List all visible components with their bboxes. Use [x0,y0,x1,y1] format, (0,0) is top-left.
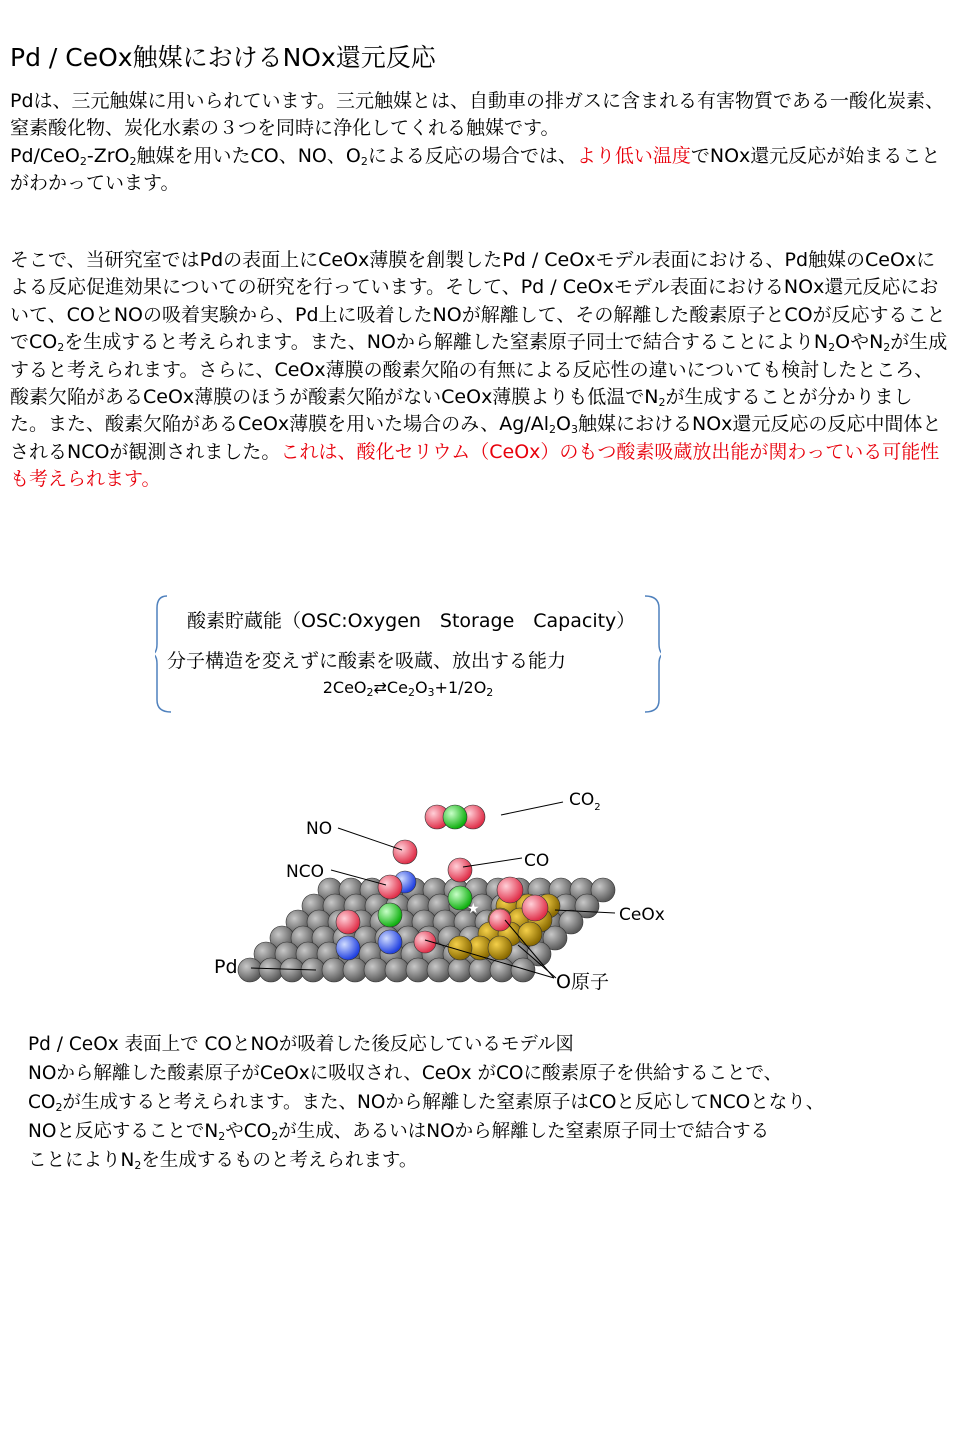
label-co2: $CO_2$ [569,790,601,813]
caption-line: Pd / CeOx 表面上で COとNOが吸着した後反応しているモデル図 [28,1034,574,1055]
caption-text: を生成するものと考えられます。 [141,1150,418,1171]
equation-part: 2CeO [322,678,367,697]
intro-text: Pdは、三元触媒に用いられています。三元触媒とは、自動車の排ガスに含まれる有害物質である一酸化炭素、窒素酸化物、炭化水素の３つを同時に浄化してくれる触媒です。 [10,90,945,140]
osc-heading: 酸素貯蔵能（OSC:Oxygen Storage Capacity） [187,610,636,632]
osc-definition-box [155,594,661,714]
pd-atom [364,958,388,982]
caption-text: ことによりN [28,1150,135,1171]
diagram-caption [28,1030,948,1175]
label-o-atom: O原子 [556,971,609,993]
subscript: 2 [486,686,494,699]
caption-line [28,1117,948,1146]
research-text: が生成することが分かりました。また、酸素欠陥があるCeOx薄膜を用いた場合のみ、Ag/Al [10,386,913,436]
subscript: 3 [427,686,435,699]
reaction-spark-icon: ★ [467,901,480,917]
subscript: 2 [129,154,137,168]
oxygen-atom [448,858,472,882]
oxygen-atom [336,910,360,934]
oxygen-atom [378,875,402,899]
oxygen-atom [393,840,417,864]
oxygen-atom [489,909,511,931]
oxygen-atom [497,877,523,903]
label-ceox: CeOx [619,905,665,925]
subscript: 2 [828,341,836,355]
carbon-atom [378,903,402,927]
intro-text: による反応の場合では、 [367,144,577,167]
research-text: が生成すると考えられます。さらに、CeOx薄膜の酸素欠陥の有無による反応性の違いについても検討したところ、酸素欠陥があるCeOx薄膜のほうが酸素欠陥がないCeOx薄膜よりも低温でN [10,331,948,409]
intro-text: -ZrO [86,144,130,167]
caption-text: やCO [225,1121,272,1142]
subscript: 2 [57,341,65,355]
carbon-atom [443,805,467,829]
emphasis-text: より低い温度 [576,144,691,167]
caption-line: NOから解離した酸素原子がCeOxに吸収され、CeOx がCOに酸素原子を供給することで、 [28,1063,783,1084]
caption-line [28,1146,948,1175]
research-text: O [556,413,572,436]
subscript: 2 [218,1130,226,1143]
subscript: 2 [55,1101,63,1114]
subscript: 2 [883,341,891,355]
intro-text: でNOx還元反応が始まることがわかっています。 [10,144,941,195]
nitrogen-atom [378,930,402,954]
pd-atom [385,958,409,982]
pd-atom [259,958,283,982]
subscript: 2 [658,396,666,410]
label-no: NO [306,819,333,839]
research-text: そこで、当研究室ではPdの表面上にCeOx薄膜を創製したPd / CeOxモデル表面における、Pd触媒のCeOxによる反応促進効果についての研究を行っています。そして、Pd / CeOxモデル表面におけるNOx還元反応において、COとNOの吸着実験から、Pd上に吸着したNOが解離して、その解離した酸素原子とCOが反応することでCO [10,249,946,354]
equation-part: ⇄Ce [373,678,408,697]
subscript: 2 [360,154,368,168]
subscript: 3 [571,423,579,437]
reaction-model-diagram [190,770,690,1004]
subscript: 2 [549,423,557,437]
ceox-atom [518,922,542,946]
subscript: 2 [366,686,374,699]
research-paragraph [10,247,950,494]
label-co: CO [524,851,550,871]
intro-paragraph [10,88,950,198]
pd-atom [490,958,514,982]
intro-text: 触媒を用いたCO、NO、O [136,144,361,167]
emphasis-text: これは、酸化セリウム（CeOx）のもつ酸素吸蔵放出能が関わっている可能性も考えられます。 [10,440,940,491]
caption-line [28,1088,948,1117]
ceox-atom [488,936,512,960]
subscript: 2 [134,1159,142,1172]
caption-text: が生成すると考えられます。また、NOから解離した窒素原子はCOと反応してNCOとなり、 [62,1092,825,1113]
pd-atom [469,958,493,982]
subscript: 2 [407,686,415,699]
research-text: を生成すると考えられます。また、NOから解離した窒素原子同士で結合することによりN [64,331,829,354]
label-pd: Pd [214,956,238,978]
equation-part: +1/2O [434,678,487,697]
research-text: OやN [835,331,884,354]
subscript: 2 [271,1130,279,1143]
oxygen-atom [522,895,548,921]
caption-text: が生成、あるいはNOから解離した窒素原子同士で結合する [278,1121,770,1142]
nitrogen-atom [336,936,360,960]
osc-equation [155,678,661,697]
pd-atom [406,958,430,982]
atom-layer [238,805,615,982]
pd-atom [322,958,346,982]
osc-description: 分子構造を変えずに酸素を吸蔵、放出する能力 [167,650,567,672]
equation-part: O [414,678,428,697]
pd-atom [238,958,262,982]
label-nco: NCO [286,862,324,882]
pd-atom [343,958,367,982]
subscript: 2 [79,154,87,168]
pd-atom [427,958,451,982]
pd-atom [511,958,535,982]
intro-text: Pd/CeO [10,144,80,167]
research-text: 触媒におけるNOx還元反応の反応中間体とされるNCOが観測されました。 [10,413,942,463]
caption-text: NOと反応することでN [28,1121,219,1142]
pd-atom [448,958,472,982]
diagram-canvas [190,770,690,1000]
caption-text: CO [28,1092,56,1113]
page-title: Pd / CeOx触媒におけるNOx還元反応 [10,43,436,72]
